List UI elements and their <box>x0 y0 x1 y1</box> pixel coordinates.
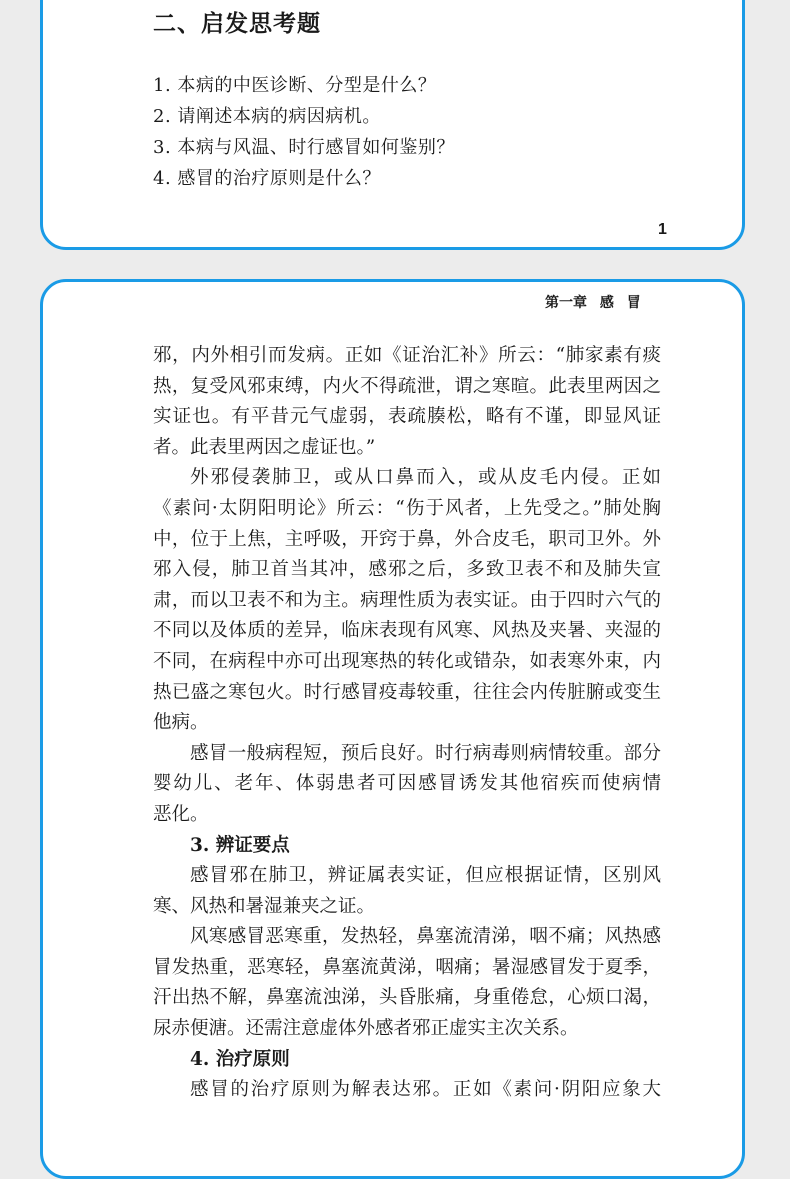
text-line: 尿赤便溏。还需注意虚体外感者邪正虚实主次关系。 <box>153 1018 579 1040</box>
text-line: 汗出热不解，鼻塞流浊涕，头昏胀痛，身重倦怠，心烦口渴， <box>153 987 661 1009</box>
text-line: 感冒邪在肺卫，辨证属表实证，但应根据证情，区别风 <box>190 865 661 887</box>
question-item: 2. 请阐述本病的病因病机。 <box>153 106 381 127</box>
text-line: 风寒感冒恶寒重，发热轻，鼻塞流清涕，咽不痛；风热感 <box>190 926 661 948</box>
text-line: 邪，内外相引而发病。正如《证治汇补》所云：“肺家素有痰 <box>153 345 661 366</box>
text-line: 感冒一般病程短，预后良好。时行病毒则病情较重。部分 <box>190 742 661 764</box>
text-line: 冒发热重，恶寒轻，鼻塞流黄涕，咽痛；暑湿感冒发于夏季， <box>153 956 661 978</box>
text-line: 《素问·太阴阳明论》所云：“伤于风者，上先受之。”肺处胸 <box>153 497 661 519</box>
page-number: 1 <box>658 221 667 238</box>
text-line: 实证也。有平昔元气虚弱，表疏腠松，略有不谨，即显风证 <box>153 406 661 428</box>
subheading: 3. 辨证要点 <box>190 834 290 856</box>
text-line: 外邪侵袭肺卫，或从口鼻而入，或从皮毛内侵。正如 <box>190 467 661 489</box>
text-line: 中，位于上焦，主呼吸，开窍于鼻，外合皮毛，职司卫外。外 <box>153 528 661 550</box>
text-line: 他病。 <box>153 712 209 734</box>
text-line: 不同，在病程中亦可出现寒热的转化或错杂，如表寒外束，内 <box>153 650 661 672</box>
text-line: 肃，而以卫表不和为主。病理性质为表实证。由于四时六气的 <box>153 589 661 611</box>
text-panel <box>40 279 745 1179</box>
text-line: 热已盛之寒包火。时行感冒疫毒较重，往往会内传脏腑或变生 <box>153 681 661 703</box>
body-text <box>153 341 661 1106</box>
question-item: 3. 本病与风温、时行感冒如何鉴别？ <box>153 137 455 158</box>
subheading: 4. 治疗原则 <box>190 1048 290 1070</box>
text-line: 寒、风热和暑湿兼夹之证。 <box>153 895 376 917</box>
text-line: 者。此表里两因之虚证也。” <box>153 436 376 458</box>
text-line: 婴幼儿、老年、体弱患者可因感冒诱发其他宿疾而使病情 <box>153 773 661 795</box>
section-title: 二、启发思考题 <box>153 10 321 37</box>
text-line: 恶化。 <box>153 803 209 825</box>
question-item: 4. 感冒的治疗原则是什么？ <box>153 168 381 189</box>
text-line: 热，复受风邪束缚，内火不得疏泄，谓之寒暄。此表里两因之 <box>153 375 661 397</box>
question-panel <box>40 0 745 250</box>
running-header: 第一章 感 冒 <box>545 295 641 311</box>
text-line: 感冒的治疗原则为解表达邪。正如《素问·阴阳应象大 <box>190 1079 661 1101</box>
question-item: 1. 本病的中医诊断、分型是什么？ <box>153 75 437 96</box>
text-line: 邪入侵，肺卫首当其冲，感邪之后，多致卫表不和及肺失宣 <box>153 559 661 581</box>
text-line: 不同以及体质的差异，临床表现有风寒、风热及夹暑、夹湿的 <box>153 620 661 642</box>
